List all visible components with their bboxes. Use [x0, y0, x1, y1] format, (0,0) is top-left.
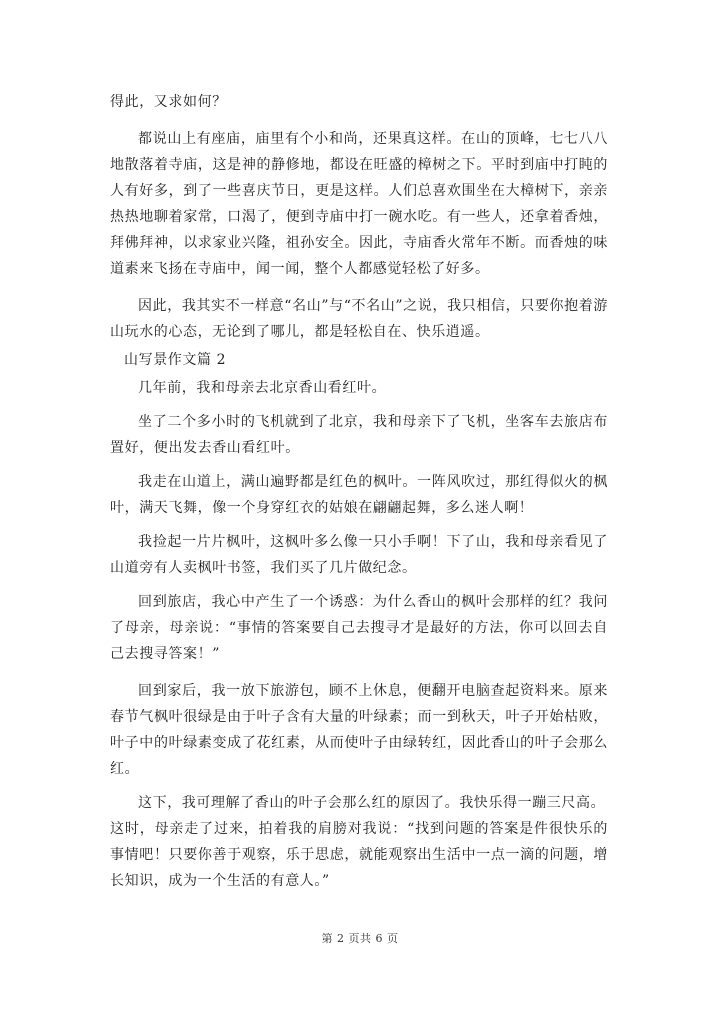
- paragraph-mother-advice: 这时，母亲走了过来，拍着我的肩膀对我说：“找到问题的答案是件很快乐的事情吧！只要你善于观察，乐于思虑，就能观察出生活中一点一滴的问题，增长知识，成为一个生活的有意人。”: [110, 821, 608, 889]
- paragraph-bookmarks: 我捡起一片片枫叶，这枫叶多么像一只小手啊！下了山，我和母亲看见了山道旁有人卖枫叶书签，我们买了几片做纪念。: [110, 534, 608, 576]
- paragraph-temple: 都说山上有座庙，庙里有个小和尚，还果真这样。在山的顶峰，七七八八地散落着寺庙，这是神的静修地，都设在旺盛的樟树之下。平时到庙中打盹的人有好多，到了一些喜庆节日，更是这样。人们总喜欢围坐在大樟树下，亲亲热热地聊着家常，口渴了，便到寺庙中打一碗水吃。有一些人，还拿着香烛，拜佛拜神，以求家业兴隆，祖孙安全。因此，寺庙香火常年不断。而香烛的味道素来飞扬在寺庙中，闻一闻，整个人都感觉轻松了好多。: [110, 131, 608, 277]
- document-body: [110, 89, 608, 894]
- paragraph-question: 回到旅店，我心中产生了一个诱惑：为什么香山的枫叶会那样的红？我问了母亲，母亲说：“事情的答案要自己去搜寻才是最好的方法，你可以回去自己去搜寻答案！”: [110, 594, 608, 662]
- paragraph-arrival: 坐了二个多小时的飞机就到了北京，我和母亲下了飞机，坐客车去旅店布置好，便出发去香山看红叶。: [110, 414, 608, 456]
- paragraph-trip-start: 几年前，我和母亲去北京香山看红叶。: [138, 380, 387, 396]
- paragraph-conclusion: 因此，我其实不一样意“名山”与“不名山”之说，我只相信，只要你抱着游山玩水的心态，无论到了哪儿，都是轻松自在、快乐逍遥。: [110, 298, 608, 340]
- paragraph-research: 回到家后，我一放下旅游包，顾不上休息，便翻开电脑查起资料来。原来春节气枫叶很绿是由于叶子含有大量的叶绿素；而一到秋天，叶子开始枯败，叶子中的叶绿素变成了花红素，从而使叶子由绿转红，因此香山的叶子会那么红。: [110, 683, 608, 777]
- page-number-footer: 第 2 页共 6 页: [321, 932, 399, 945]
- paragraph-maple-leaves: 我走在山道上，满山遍野都是红色的枫叶。一阵风吹过，那红得似火的枫叶，满天飞舞，像一个身穿红衣的姑娘在翩翩起舞，多么迷人啊！: [110, 474, 608, 516]
- paragraph-understanding: 这下，我可理解了香山的叶子会那么红的原因了。我快乐得一蹦三尺高。: [138, 795, 606, 811]
- paragraph-intro-ending: 得此，又求如何？: [110, 94, 227, 110]
- section-heading: 山写景作文篇 2: [124, 352, 227, 368]
